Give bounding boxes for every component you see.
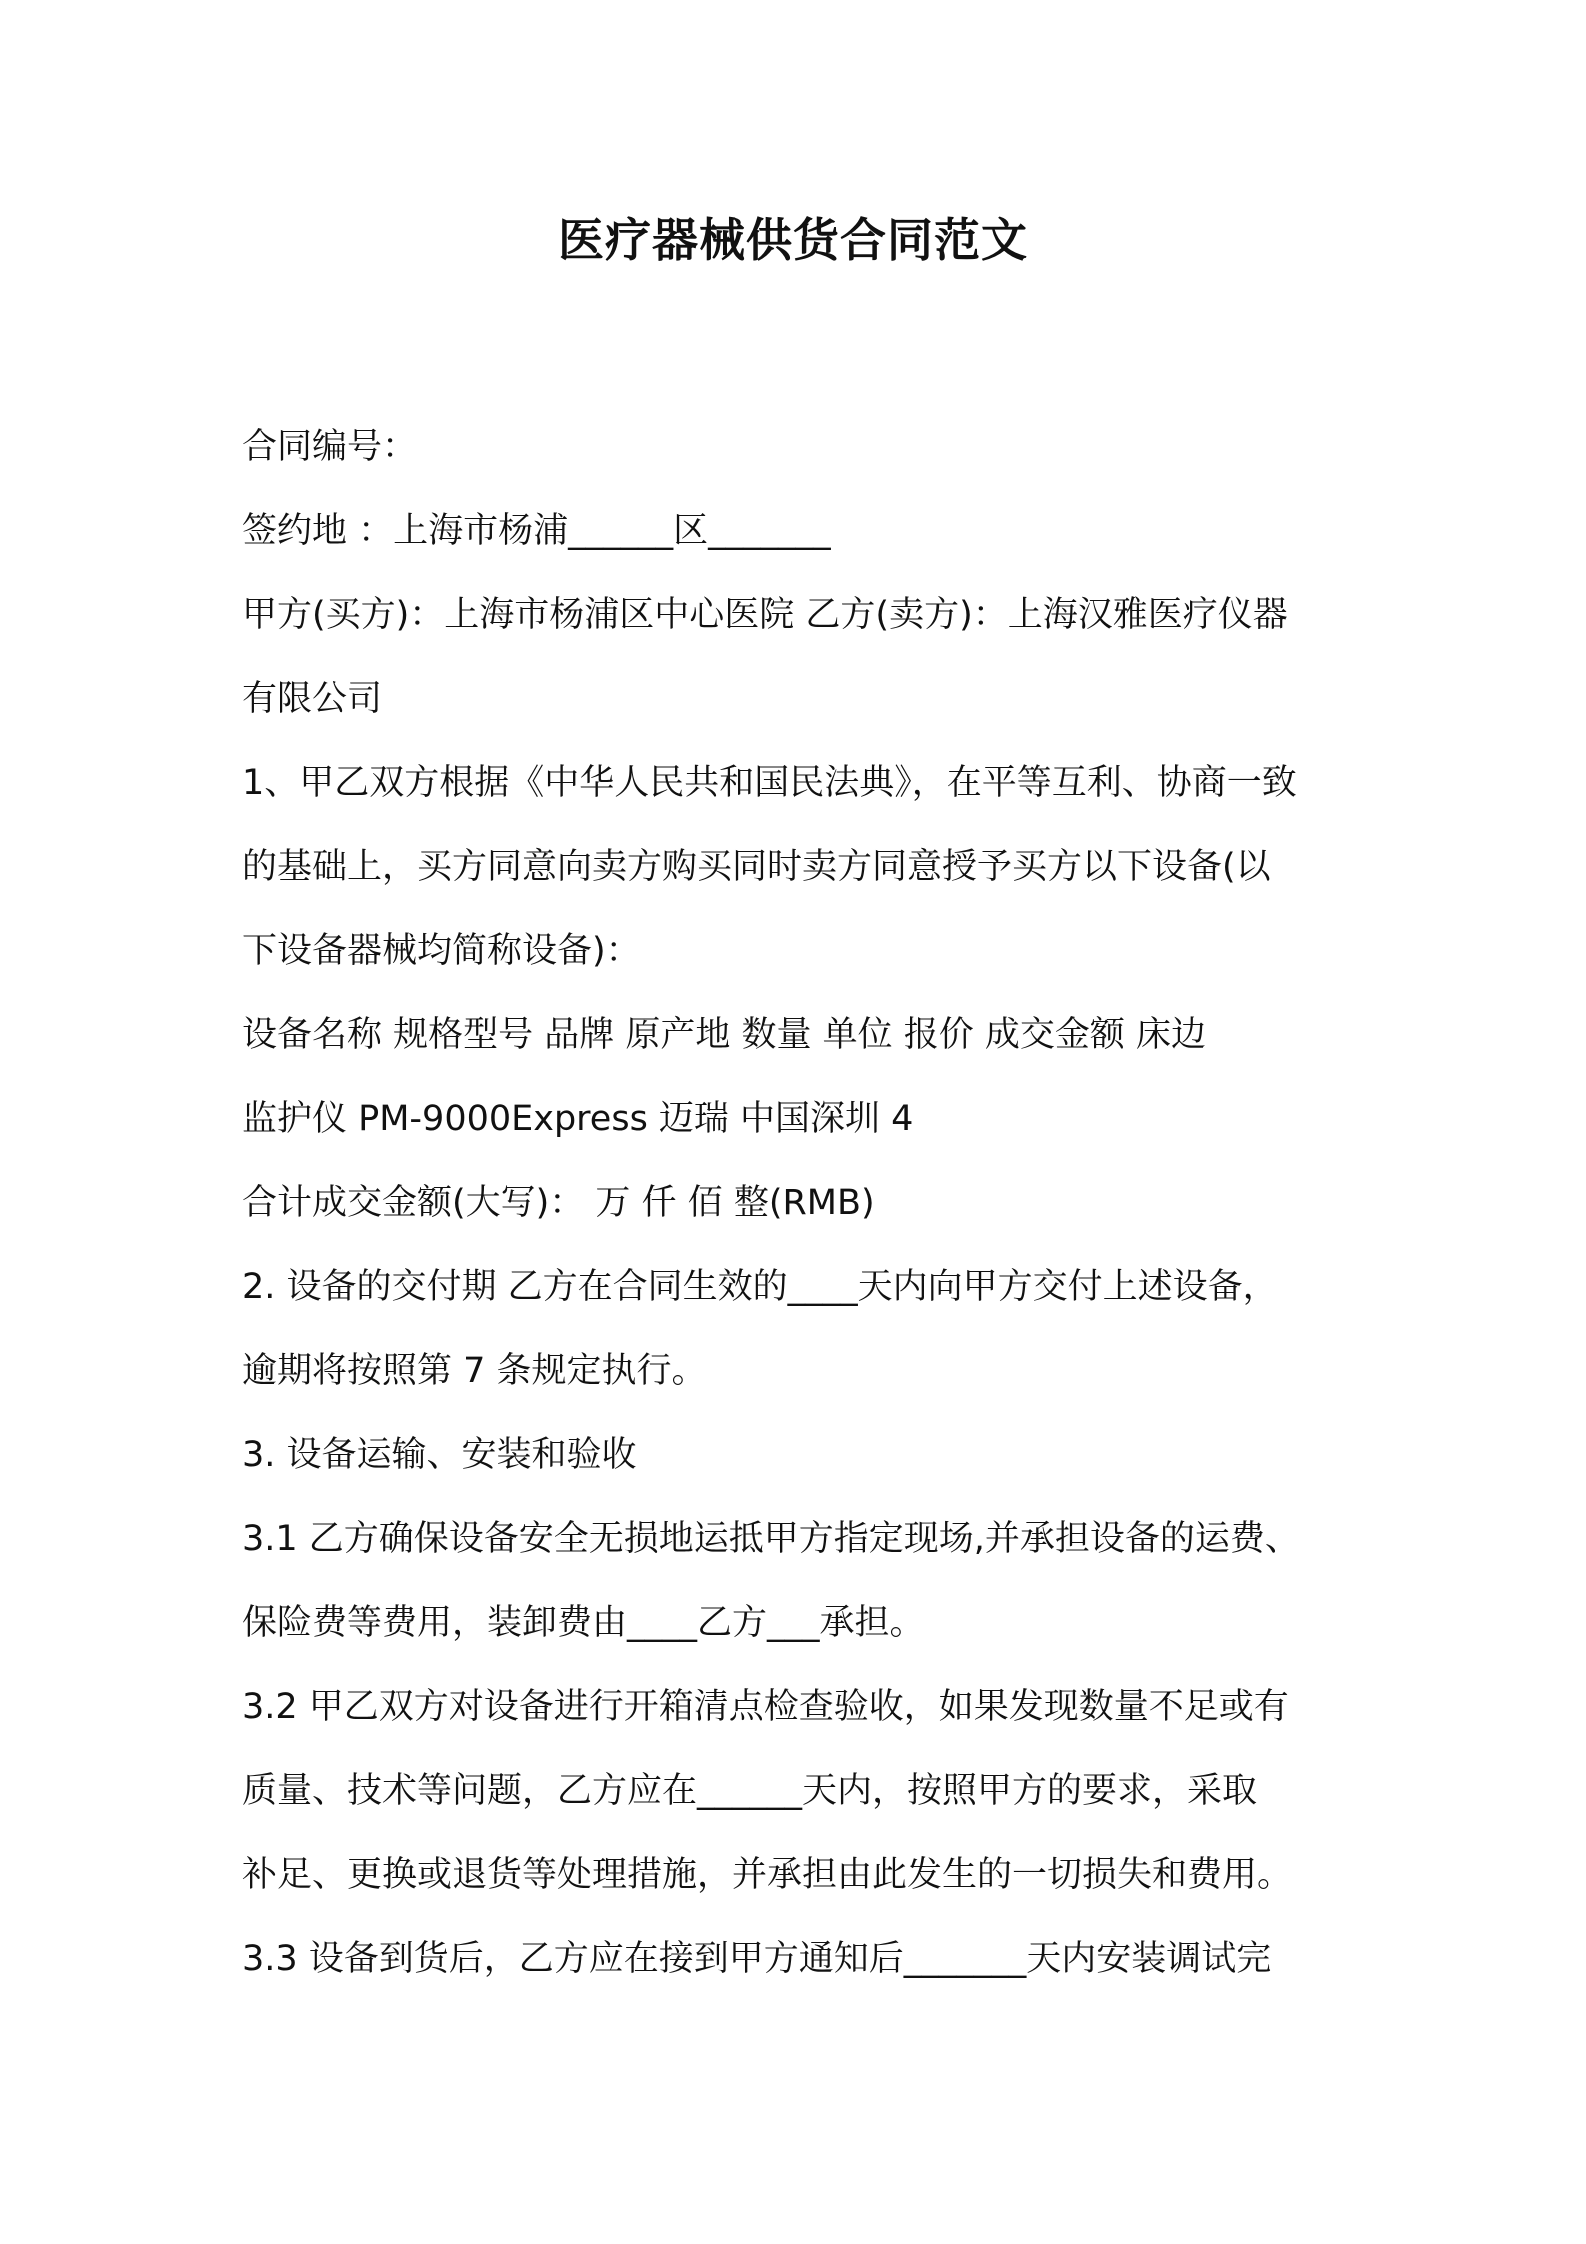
- clause-3-1-line: 3.1 乙方确保设备安全无损地运抵甲方指定现场,并承担设备的运费、: [242, 1519, 1300, 1559]
- total-amount-line: 合计成交金额(大写)： 万 仟 佰 整(RMB): [242, 1183, 875, 1223]
- clause-1-line: 下设备器械均简称设备)：: [242, 931, 641, 971]
- equipment-row-line: 监护仪 PM-9000Express 迈瑞 中国深圳 4: [242, 1099, 914, 1139]
- clause-3-heading: 3. 设备运输、安装和验收: [242, 1435, 637, 1475]
- signing-place-line: 签约地 ：上海市杨浦______区_______: [242, 511, 831, 551]
- parties-line: 甲方(买方)：上海市杨浦区中心医院 乙方(卖方)：上海汉雅医疗仪器: [242, 595, 1288, 635]
- clause-3-2-line: 补足、更换或退货等处理措施，并承担由此发生的一切损失和费用。: [242, 1855, 1293, 1895]
- clause-3-1-line: 保险费等费用，装卸费由____乙方___承担。: [242, 1603, 925, 1643]
- clause-3-2-line: 质量、技术等问题，乙方应在______天内，按照甲方的要求，采取: [242, 1771, 1258, 1811]
- parties-line-continued: 有限公司: [242, 679, 383, 719]
- clause-3-2-line: 3.2 甲乙双方对设备进行开箱清点检查验收，如果发现数量不足或有: [242, 1687, 1289, 1727]
- clause-2-line: 2. 设备的交付期 乙方在合同生效的____天内向甲方交付上述设备，: [242, 1267, 1278, 1307]
- clause-1-line: 的基础上，买方同意向卖方购买同时卖方同意授予买方以下设备(以: [242, 847, 1271, 887]
- equipment-header-line: 设备名称 规格型号 品牌 原产地 数量 单位 报价 成交金额 床边: [242, 1015, 1207, 1055]
- contract-number-line: 合同编号：: [242, 427, 418, 467]
- clause-3-3-line: 3.3 设备到货后，乙方应在接到甲方通知后_______天内安装调试完: [242, 1939, 1272, 1979]
- contract-body: [242, 405, 1362, 2001]
- clause-2-line: 逾期将按照第 7 条规定执行。: [242, 1351, 707, 1391]
- document-title: 医疗器械供货合同范文: [558, 213, 1028, 267]
- clause-1-line: 1、甲乙双方根据《中华人民共和国民法典》，在平等互利、协商一致: [242, 763, 1297, 803]
